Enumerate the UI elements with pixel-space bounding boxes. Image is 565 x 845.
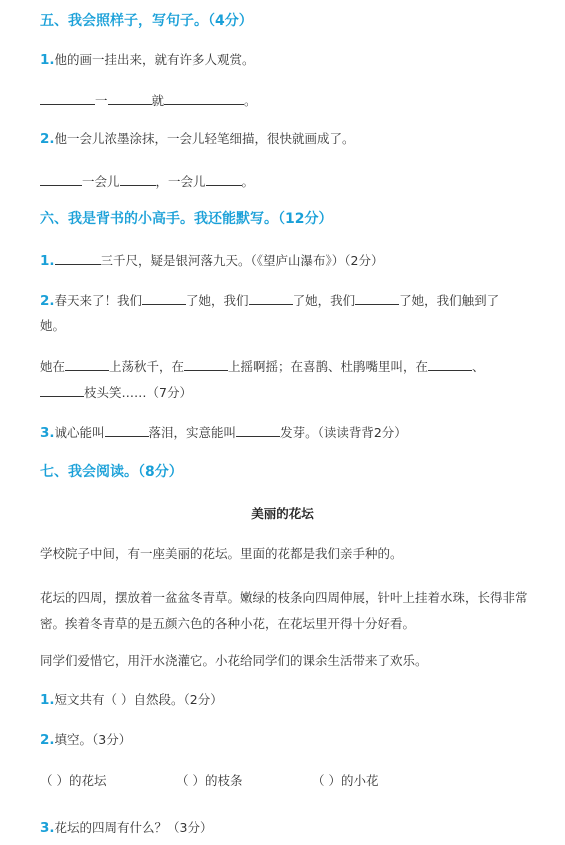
section-7-heading: 七、我会阅读。（8分） [40,464,183,480]
question-number: 1. [40,52,55,68]
answer-blank[interactable] [164,91,244,105]
question-number: 2. [40,732,55,748]
answer-blank[interactable] [40,91,95,105]
sec6-question-2-line-1 [40,291,551,310]
question-text: 花坛的四周有什么？（3分） [54,820,213,835]
answer-blank[interactable] [184,357,228,371]
question-text: 三千尺，疑是银河落九天。（《望庐山瀑布》）（2分） [100,253,384,268]
question-number: 1. [40,253,55,269]
question-text: 春天来了！我们 [54,293,143,308]
question-number: 2. [40,131,55,147]
question-text: 了她，我们 [292,293,356,308]
sec5-question-1 [40,51,551,69]
sec7-question-2-fill [40,772,551,790]
question-text: 他的画一挂出来，就有许多人观赏。 [54,52,255,67]
question-text: 发芽。（读读背背2分） [280,425,407,440]
question-number: 3. [40,820,55,836]
answer-text: 一 [95,93,108,108]
question-text: 上荡秋千，在 [109,359,185,374]
question-text: 枝头笑……（7分） [84,385,192,400]
fill-item[interactable]: （ ）的小花 [312,773,379,788]
question-number: 3. [40,425,55,441]
answer-text: 就 [151,93,165,108]
answer-blank[interactable] [236,423,280,437]
question-text: 她。 [40,318,66,333]
question-text: 了她，我们触到了 [399,293,500,308]
answer-blank[interactable] [249,291,293,305]
passage-paragraph-2: 花坛的四周，摆放着一盆盆冬青草。嫩绿的枝条向四周伸展，针叶上挂着水珠，长得非常密。挨着冬青草的是五颜六色的各种小花，在花坛里开得十分好看。 [40,590,528,631]
question-number: 2. [40,293,55,309]
answer-blank[interactable] [355,291,399,305]
question-text: 了她，我们 [186,293,249,308]
answer-text: ，一会儿 [155,174,206,189]
fill-item[interactable]: （ ）的枝条 [176,773,243,788]
question-number: 1. [40,692,55,708]
sec7-question-3 [40,819,551,837]
sec6-question-2-line-4 [40,383,551,402]
sec6-question-2-line-2 [40,317,551,335]
answer-text: 。 [244,93,257,108]
answer-text: 。 [241,174,255,189]
sec6-question-3 [40,423,551,442]
question-text: 短文共有（ ）自然段。（2分） [54,692,223,707]
answer-blank[interactable] [428,357,472,371]
answer-blank[interactable] [40,383,84,397]
answer-blank[interactable] [105,423,149,437]
question-text: 落泪，实意能叫 [148,425,237,440]
sec7-question-2 [40,731,551,749]
sec6-question-2-line-3 [40,357,551,376]
question-text: 、 [472,359,485,374]
answer-blank[interactable] [206,172,242,186]
sec5-answer-1 [40,91,551,110]
answer-blank[interactable] [40,172,82,186]
answer-blank[interactable] [55,251,101,265]
sec7-question-1 [40,691,551,709]
question-text: 他一会儿浓墨涂抹，一会儿轻笔细描，很快就画成了。 [54,131,355,146]
question-text: 诚心能叫 [54,425,105,440]
passage-paragraph-1: 学校院子中间，有一座美丽的花坛。里面的花都是我们亲手种的。 [40,546,403,561]
passage-paragraph-3: 同学们爱惜它，用汗水浇灌它。小花给同学们的课余生活带来了欢乐。 [40,653,428,668]
question-text: 她在 [40,359,66,374]
fill-item[interactable]: （ ）的花坛 [40,773,107,788]
question-text: 填空。（3分） [54,732,132,747]
section-6-heading: 六、我是背书的小高手。我还能默写。（12分） [40,211,333,227]
answer-blank[interactable] [108,91,152,105]
sec6-question-1 [40,251,551,270]
answer-text: 一会儿 [82,174,120,189]
answer-blank[interactable] [142,291,186,305]
sec5-question-2 [40,130,551,148]
answer-blank[interactable] [65,357,109,371]
answer-blank[interactable] [120,172,156,186]
passage-title: 美丽的花坛 [251,506,314,521]
sec5-answer-2 [40,172,551,191]
section-5-heading: 五、我会照样子，写句子。（4分） [40,13,253,29]
question-text: 上摇啊摇；在喜鹊、杜鹃嘴里叫，在 [228,359,429,374]
